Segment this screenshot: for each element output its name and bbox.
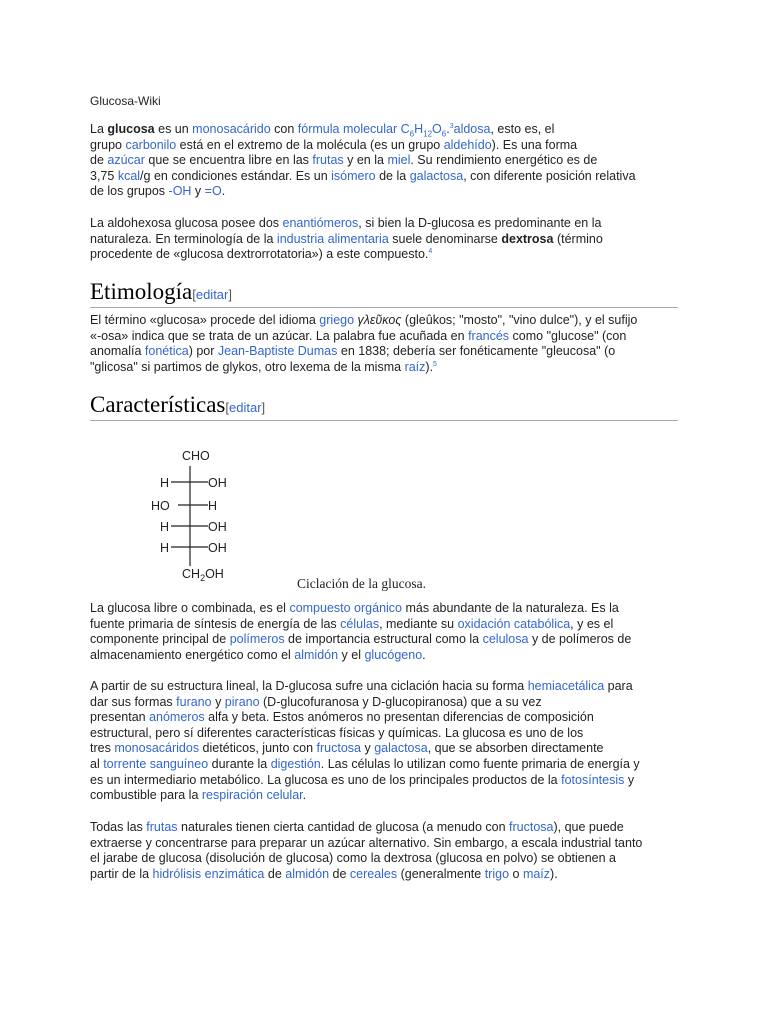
bracket: [ [225,400,229,415]
text: o [509,866,523,881]
section-heading-caracteristicas [90,392,678,421]
section-heading-etimologia [90,279,678,308]
link-galactosa[interactable]: galactosa [409,168,464,183]
fischer-bottom-group: $CH_2OH$ [182,567,224,583]
link-cereales[interactable]: cereales [349,866,398,881]
link-polimeros[interactable]: polímeros [229,632,285,647]
link-carbonilo[interactable]: carbonilo [125,137,177,152]
text: (D-glucofuranosa y D-glucopiranosa) que a su vez [259,694,542,709]
link-trigo[interactable]: trigo [484,866,510,881]
fischer-row-3-left: H [160,520,170,534]
text: de importancia estructural como la [284,632,483,647]
text: combustible para la [90,788,202,803]
text: . [446,122,450,136]
text: , que se absorben directamente [427,741,604,756]
text: es un [154,122,193,136]
text: como "glucose" (con [509,328,627,343]
link-enantiomeros[interactable]: enantiómeros [282,216,359,230]
text: y en la [343,153,388,168]
section-title: Características [90,392,226,417]
link-fructosa-2[interactable]: fructosa [509,820,554,834]
reference-3[interactable]: 3 [449,122,454,130]
text: presentan [90,710,150,725]
link-frutas-2[interactable]: frutas [146,820,178,834]
text: 3,75 [90,168,118,183]
fischer-row-4-left: H [160,541,170,555]
link-azucar[interactable]: azúcar [107,153,145,168]
text: de [329,866,350,881]
text: está en el extremo de la molécula (es un grupo [176,137,444,152]
text: , con diferente posición relativa [463,168,636,183]
link-compuesto-organico[interactable]: compuesto orgánico [289,601,403,615]
edit-link-etimologia[interactable]: editar [195,287,229,302]
intro-paragraph-2 [90,216,690,263]
text: , y es el [570,616,614,631]
text: ), que puede [553,820,624,834]
figure-caption: Ciclación de la glucosa. [297,576,426,591]
link-formula[interactable]: $C_6H_{12}O_6$ [400,122,447,139]
link-furano[interactable]: furano [176,694,212,709]
link-o[interactable]: =O [204,184,222,199]
link-maiz[interactable]: maíz [522,866,551,881]
text: el jarabe de glucosa (disolución de glucosa) como la dextrosa (glucosa en polvo) se obtienen a [90,851,617,866]
text: ) por [188,344,218,359]
link-isomero[interactable]: isómero [331,168,376,183]
greek-word: γλεῦκος [357,313,402,327]
text: de la [375,168,410,183]
text: procedente de «glucosa dextrorrotatoria») a este compuesto. [90,247,429,262]
link-griego[interactable]: griego [319,313,355,327]
text: naturales tienen cierta cantidad de glucosa (a menudo con [177,820,510,834]
text: y el [338,647,365,662]
text: , mediante su [379,616,458,631]
text: La aldohexosa glucosa posee dos [90,216,283,230]
text: fuente primaria de síntesis de energía de las [90,616,341,631]
reference-5[interactable]: 5 [433,360,437,368]
etymology-paragraph [90,313,690,375]
link-digestion[interactable]: digestión [270,756,321,771]
text: de los grupos [90,184,169,199]
text: , si bien la D-glucosa es predominante en la [358,216,602,230]
link-oxidacion-catabolica[interactable]: oxidación catabólica [457,616,571,631]
glucose-fischer-projection [146,444,256,584]
link-industria-alimentaria[interactable]: industria alimentaria [276,231,389,246]
bracket: [ [192,287,196,302]
edit-link-caracteristicas[interactable]: editar [229,400,262,415]
text: "glicosa" si partimos de glykos, otro lexema de la misma [90,359,405,374]
fischer-row-3-right: OH [208,520,227,534]
link-monosacarido[interactable]: monosacárido [192,122,271,136]
fischer-row-1-right: OH [208,476,227,490]
characteristics-paragraph-3 [90,820,690,882]
text: extraerse y concentrarse para preparar un azúcar alternativo. Sin embargo, a escala industrial tanto [90,835,643,850]
text: naturaleza. En terminología de la [90,231,277,246]
characteristics-paragraph-2 [90,679,690,804]
link-celulosa[interactable]: celulosa [482,632,529,647]
text: en 1838; debería ser fonéticamente "gleucosa" (o [337,344,616,359]
link-almidon[interactable]: almidón [294,647,339,662]
bold-term-glucosa: glucosa [107,122,155,136]
text: durante la [208,756,271,771]
link-monosacaridos[interactable]: monosacáridos [114,741,200,756]
section-title: Etimología [90,279,193,304]
characteristics-paragraph-1 [90,601,690,663]
link-torrente-sanguineo[interactable]: torrente sanguíneo [103,756,209,771]
fischer-row-4-right: OH [208,541,227,555]
text: El término «glucosa» procede del idioma [90,313,320,327]
link-frutas[interactable]: frutas [312,153,344,168]
bold-term-dextrosa: dextrosa [501,231,554,246]
text: partir de la [90,866,153,881]
bracket: ] [261,400,266,415]
text: que se encuentra libre en las [144,153,313,168]
link-glucogeno[interactable]: glucógeno [364,647,423,662]
link-anomeros[interactable]: anómeros [149,710,205,725]
link-aldosa[interactable]: aldosa [453,122,491,136]
link-formula-molecular[interactable]: fórmula molecular [297,122,398,136]
text: suele denominarse [388,231,502,246]
link-respiracion-celular[interactable]: respiración celular [201,788,303,803]
link-frances[interactable]: francés [468,328,510,343]
text: componente principal de [90,632,230,647]
link-almidon-2[interactable]: almidón [285,866,330,881]
text: (gleûkos; "mosto", "vino dulce"), y el sufijo [401,313,638,327]
text: (generalmente [397,866,485,881]
text: (término [553,231,603,246]
text: La glucosa libre o combinada, es el [90,601,290,615]
link-miel[interactable]: miel [387,153,411,168]
text: para [604,679,633,693]
text: . Su rendimiento energético es de [410,153,598,168]
text: y de polímeros de [528,632,632,647]
text: Todas las [90,820,147,834]
text: es un intermediario metabólico. La glucosa es uno de los principales productos de la [90,772,562,787]
text: . [221,184,226,199]
text: dar sus formas [90,694,177,709]
link-hidrolisis-enzimatica[interactable]: hidrólisis enzimática [152,866,265,881]
fischer-top-group: CHO [182,449,210,463]
text: más abundante de la naturaleza. Es la [402,601,619,615]
link-pirano[interactable]: pirano [224,694,260,709]
text: estructural, pero sí diferentes características físicas y químicas. La glucosa es uno de los [90,725,584,740]
text: alfa y beta. Estos anómeros no presentan diferencias de composición [204,710,594,725]
text: almacenamiento energético como el [90,647,295,662]
fischer-row-1-left: H [160,476,170,490]
text: ). Es una forma [491,137,578,152]
link-kcal[interactable]: kcal [117,168,141,183]
text: A partir de su estructura lineal, la D-glucosa sufre una ciclación hacia su forma [90,679,528,693]
link-raiz[interactable]: raíz [404,359,426,374]
text: y [211,694,225,709]
link-fonetica[interactable]: fonética [144,344,189,359]
bracket: ] [228,287,232,302]
link-fructosa[interactable]: fructosa [316,741,361,756]
text: y [191,184,205,199]
text: La [90,122,108,136]
reference-4[interactable]: 4 [428,248,433,256]
text: . [302,788,307,803]
text: anomalía [90,344,145,359]
text: ). [425,359,434,374]
text: dietéticos, junto con [199,741,317,756]
fischer-row-2-left: HO [151,499,170,513]
text: y [624,772,635,787]
link-hemiacetalica[interactable]: hemiacetálica [527,679,605,693]
fischer-row-2-right: H [208,499,218,513]
text: ). [550,866,558,881]
link-jean-baptiste-dumas[interactable]: Jean-Baptiste Dumas [217,344,338,359]
text: . Las células lo utilizan como fuente primaria de energía y [320,756,640,771]
text: al [90,756,104,771]
text: con [270,122,298,136]
text: de [90,153,108,168]
link-celulas[interactable]: células [340,616,380,631]
text: /g en condiciones estándar. Es un [140,168,332,183]
text: grupo [90,137,126,152]
text: . [422,647,426,662]
intro-paragraph [90,122,690,200]
text: «-osa» indica que se trata de un azúcar. La palabra fue acuñada en [90,328,469,343]
link-aldehido[interactable]: aldehído [443,137,492,152]
text: y [360,741,375,756]
document-title: Glucosa-Wiki [90,94,161,108]
link-oh[interactable]: -OH [168,184,192,199]
text: , esto es, el [490,122,555,136]
text: tres [90,741,115,756]
link-galactosa-2[interactable]: galactosa [374,741,428,756]
text: de [264,866,286,881]
link-fotosintesis[interactable]: fotosíntesis [561,772,625,787]
